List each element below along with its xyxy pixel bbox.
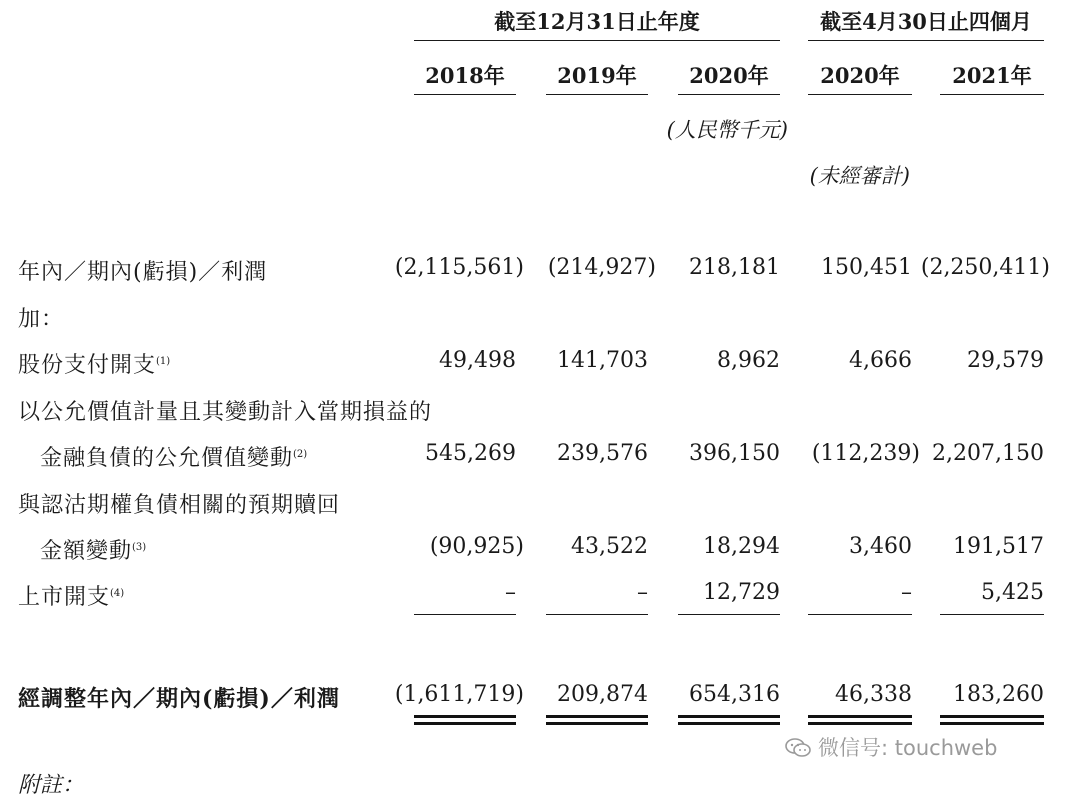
row-label-profit-loss: 年內／期內(虧損)／利潤 — [18, 260, 268, 285]
cell-r6-2018: – — [505, 580, 516, 605]
total-double-rule-2019-a — [546, 715, 648, 718]
cell-r7-2021p: 183,260 — [953, 682, 1044, 707]
cell-r5-2019: 43,522 — [571, 534, 648, 559]
cell-r5-2020: 18,294 — [703, 534, 780, 559]
subtotal-rule-2020p — [808, 614, 912, 615]
total-double-rule-2020p-b — [808, 722, 912, 725]
cell-r7-2018: (1,611,719) — [394, 682, 524, 707]
row-label-add: 加： — [18, 307, 65, 332]
cell-r1-2021p: (2,250,411) — [920, 255, 1050, 280]
total-double-rule-2018-b — [414, 722, 516, 725]
subtotal-rule-2021p — [940, 614, 1044, 615]
cell-r5-2021p: 191,517 — [953, 534, 1044, 559]
row-label-share-based-payment: 股份支付開支$^{(1)}$ — [18, 353, 171, 378]
subtotal-rule-2020 — [678, 614, 780, 615]
cell-r3-2020p: 4,666 — [849, 348, 912, 373]
col-rule-2020-period — [808, 94, 912, 95]
cell-r6-2021p: 5,425 — [981, 580, 1044, 605]
col-header-2021-period: 2021年 — [952, 63, 1032, 88]
watermark-text: 微信号: touchweb — [818, 736, 998, 760]
header-year-group: 截至12月31日止年度 — [494, 9, 700, 34]
total-double-rule-2020p-a — [808, 715, 912, 718]
cell-r1-2020: 218,181 — [689, 255, 780, 280]
col-rule-2020 — [678, 94, 780, 95]
cell-r4-2020p: (112,239) — [811, 441, 920, 466]
row-label-adjusted-profit-loss: 經調整年內／期內(虧損)／利潤 — [18, 686, 340, 712]
total-double-rule-2021p-a — [940, 715, 1044, 718]
watermark — [784, 732, 997, 762]
cell-r4-2018: 545,269 — [425, 441, 516, 466]
cell-r3-2021p: 29,579 — [967, 348, 1044, 373]
cell-r6-2020: 12,729 — [703, 580, 780, 605]
cell-r7-2020: 654,316 — [689, 682, 780, 707]
cell-r4-2021p: 2,207,150 — [932, 441, 1044, 466]
cell-r1-2019: (214,927) — [547, 255, 656, 280]
total-double-rule-2019-b — [546, 722, 648, 725]
total-double-rule-2018-a — [414, 715, 516, 718]
row-label-put-option-line2: 金額變動$^{(3)}$ — [40, 539, 147, 564]
col-header-2019: 2019年 — [557, 63, 637, 88]
cell-r7-2020p: 46,338 — [835, 682, 912, 707]
cell-r5-2018: (90,925) — [429, 534, 524, 559]
total-double-rule-2021p-b — [940, 722, 1044, 725]
row-label-put-option-line1: 與認沽期權負債相關的預期贖回 — [18, 493, 341, 518]
cell-r6-2019: – — [637, 580, 648, 605]
subtotal-rule-2018 — [414, 614, 516, 615]
total-double-rule-2020-a — [678, 715, 780, 718]
cell-r1-2018: (2,115,561) — [394, 255, 524, 280]
col-rule-2019 — [546, 94, 648, 95]
col-rule-2018 — [414, 94, 516, 95]
row-label-listing-expenses: 上市開支$^{(4)}$ — [18, 585, 125, 610]
cell-r5-2020p: 3,460 — [849, 534, 912, 559]
wechat-icon — [784, 737, 812, 759]
cell-r4-2020: 396,150 — [689, 441, 780, 466]
cell-r3-2019: 141,703 — [557, 348, 648, 373]
col-rule-2021-period — [940, 94, 1044, 95]
notes-label: 附註： — [18, 773, 85, 798]
header-period-rule — [808, 40, 1044, 41]
currency-note: (人民幣千元) — [666, 118, 788, 142]
row-label-fair-value-line1: 以公允價值計量且其變動計入當期損益的 — [18, 400, 433, 425]
cell-r3-2018: 49,498 — [439, 348, 516, 373]
unaudited-note: (未經審計) — [809, 164, 910, 188]
cell-r4-2019: 239,576 — [557, 441, 648, 466]
cell-r3-2020: 8,962 — [717, 348, 780, 373]
col-header-2020: 2020年 — [689, 63, 769, 88]
header-period-group: 截至4月30日止四個月 — [820, 9, 1032, 34]
cell-r6-2020p: – — [901, 580, 912, 605]
total-double-rule-2020-b — [678, 722, 780, 725]
subtotal-rule-2019 — [546, 614, 648, 615]
col-header-2018: 2018年 — [425, 63, 505, 88]
col-header-2020-period: 2020年 — [820, 63, 900, 88]
row-label-fair-value-line2: 金融負債的公允價值變動$^{(2)}$ — [40, 446, 308, 471]
cell-r1-2020p: 150,451 — [821, 255, 912, 280]
header-year-rule — [414, 40, 780, 41]
cell-r7-2019: 209,874 — [557, 682, 648, 707]
